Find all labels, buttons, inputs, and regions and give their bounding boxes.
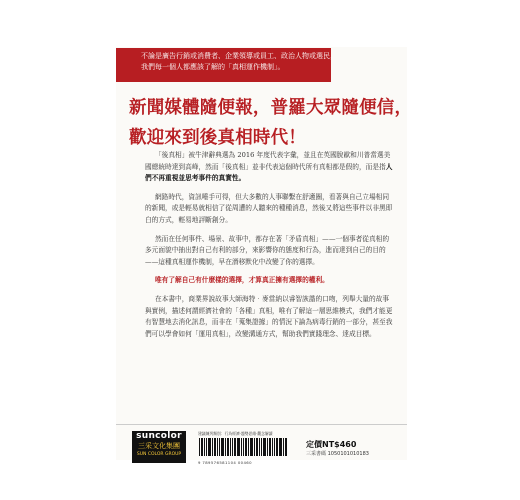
red-emphasis-line: 唯有了解自己有什麼樣的選擇，才算真正擁有選擇的權利。 <box>155 276 329 285</box>
barcode-area <box>198 431 288 465</box>
barcode-icon <box>198 438 288 456</box>
headline <box>129 93 413 153</box>
price: 定價NT$460 <box>306 440 357 449</box>
category-label: 建議陳列類別：行為經濟‧趨勢思維‧觀念解讀 <box>198 431 273 436</box>
paragraph-1-emphasis: 人們不再重視並思考事件的真實性。 <box>145 162 393 183</box>
logo-subtitle: SUN COLOR GROUP <box>136 452 182 457</box>
paragraph-2: 網路時代，資訊唾手可得，但大多數的人事聯繫在舒適圈，看著與自己立場相同的新聞，或是輕易就相信了從周遭的人聽來的種種消息，然後又將這些事件以非黑即白的方式，輕易地評斷創分。 <box>145 192 393 224</box>
paragraph-4: 在本書中，商業界說故事大師海特‧麥當納以睿智詼諧的口吻，列舉大量的故事與實例，描述何謂經濟社會的「各種」真相，唯有了解這一層思維模式，我們才能更有智慧地去消化訊息，而非在「蒐集證據」的情況下論為病毒行銷的一部分，甚至我們可以學會如何「運用真相」，改變溝通方式，幫助我們實踐理念、達成目標。 <box>145 294 393 338</box>
logo-chinese: 三采文化集團 <box>138 442 180 450</box>
isbn-code: 三采書碼 1050101010183 <box>306 451 369 457</box>
intro-line-2: 我們每一個人都應該了解的「真相運作機制」。 <box>141 63 285 71</box>
body-text <box>145 150 393 347</box>
headline-line-2: 歡迎來到後真相時代！ <box>129 128 306 148</box>
paragraph-3: 然而在任何事件、場景、故事中，都存在著「矛盾真相」——一個事者從真相的多元面貌中抽出對自己有利的部分，來影響你的態度和行為，進而達到自己的目的——這種真相運作機制，早在潛移默化中改變了你的選擇。 <box>145 234 390 266</box>
intro-line-1: 不論是廣告行銷或消費者、企業領導或員工、政治人物或選民， <box>141 52 337 60</box>
paragraph-1 <box>145 150 393 185</box>
bottom-divider <box>116 424 407 425</box>
headline-line-1: 新聞媒體隨便報，普羅大眾隨便信， <box>129 98 413 118</box>
logo-wordmark: suncolor <box>136 431 182 441</box>
barcode-number: 9 789576581104 00460 <box>198 460 252 465</box>
red-intro-box <box>116 48 337 82</box>
paragraph-1-text: 「後真相」被牛津辭典選為 2016 年度代表字彙，並且在英國脫歐和川普當選美國總統時達到高峰，然而「後真相」並非代表這個時代所有真相都是假的，而是指 <box>145 151 391 171</box>
publisher-logo <box>132 431 186 463</box>
